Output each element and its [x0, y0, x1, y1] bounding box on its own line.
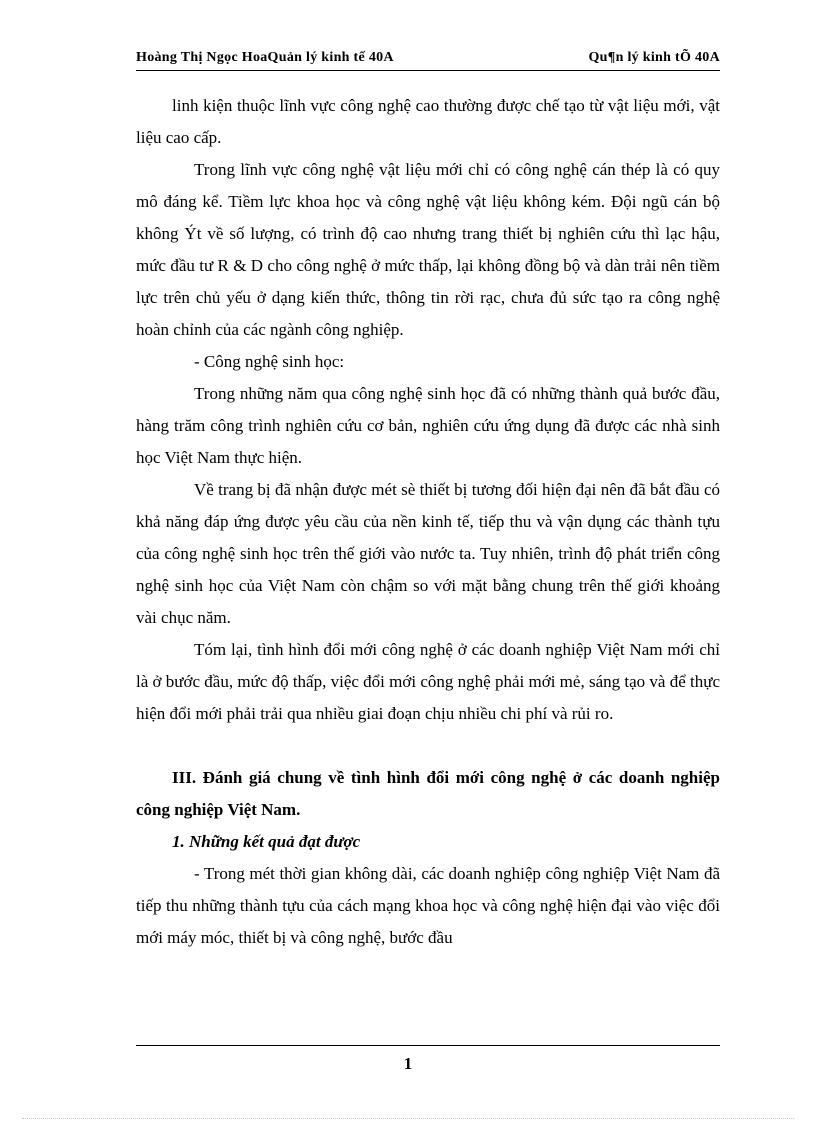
page-header [136, 50, 720, 71]
list-heading: - Công nghệ sinh học: [194, 352, 345, 371]
header-author-course: Hoàng Thị Ngọc HoaQuản lý kinh tế 40A [136, 50, 394, 65]
page-number: 1 [403, 1054, 413, 1073]
section-heading: III. Đánh giá chung về tình hình đổi mới công nghệ ở các doanh nghiệp công nghiệp Việt Nam. [136, 768, 720, 819]
paragraph: Về trang bị đã nhận được mét sè thiết bị tương đối hiện đại nên đã bắt đầu có khả năng đáp ứng được yêu cầu của nền kinh tế, tiếp thu và vận dụng các thành tựu của công nghệ sinh học trên thế giới vào nước ta. Tuy nhiên, trình độ phát triển công nghệ sinh học của Việt Nam còn chậm so với mặt bằng chung trên thế giới khoảng vài chục năm. [136, 480, 720, 627]
paragraph: Trong những năm qua công nghệ sinh học đã có những thành quả bước đầu, hàng trăm công trình nghiên cứu cơ bản, nghiên cứu ứng dụng đã được các nhà sinh học Việt Nam thực hiện. [136, 384, 720, 467]
subsection-heading: 1. Những kết quả đạt được [172, 832, 361, 851]
paragraph: - Trong mét thời gian không dài, các doanh nghiệp công nghiệp Việt Nam đã tiếp thu những thành tựu của cách mạng khoa học và công nghệ hiện đại vào việc đổi mới máy móc, thiết bị và công nghệ, bước đầu [136, 864, 720, 947]
header-course: Qu¶n lý kinh tÕ 40A [588, 50, 720, 65]
paragraph: Tóm lại, tình hình đổi mới công nghệ ở các doanh nghiệp Việt Nam mới chỉ là ở bước đầu, mức độ thấp, việc đổi mới công nghệ phải mới mẻ, sáng tạo và để thực hiện đổi mới phải trải qua nhiều giai đoạn chịu nhiều chi phí và rủi ro. [136, 640, 720, 723]
footer-divider [136, 1045, 720, 1046]
document-body [136, 90, 720, 954]
page-edge-divider [22, 1118, 794, 1119]
paragraph: linh kiện thuộc lĩnh vực công nghệ cao thường được chế tạo từ vật liệu mới, vật liệu cao cấp. [136, 96, 720, 147]
paragraph: Trong lĩnh vực công nghệ vật liệu mới chỉ có công nghệ cán thép là có quy mô đáng kể. Tiềm lực khoa học và công nghệ vật liệu không kém. Đội ngũ cán bộ không Ýt về số lượng, có trình độ cao nhưng trang thiết bị nghiên cứu thì lạc hậu, mức đầu tư R & D cho công nghệ ở mức thấp, lại không đồng bộ và dàn trải nên tiềm lực trên chủ yếu ở dạng kiến thức, thông tin rời rạc, chưa đủ sức tạo ra công nghệ hoàn chỉnh của các ngành công nghiệp. [136, 160, 720, 339]
